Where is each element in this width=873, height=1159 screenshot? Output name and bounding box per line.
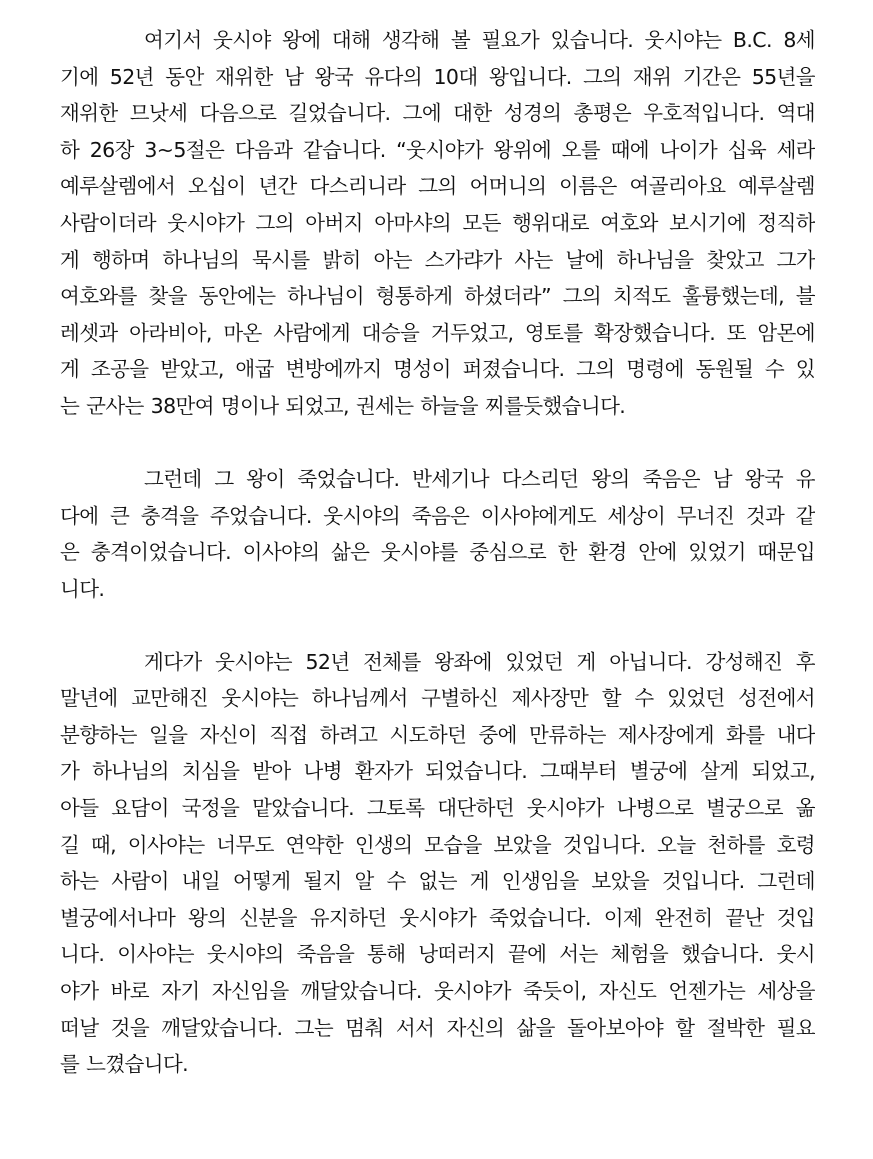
text-line: 별궁에서나마 왕의 신분을 유지하던 웃시야가 죽었습니다. 이제 완전히 끝난 것입	[60, 905, 815, 930]
text-line: 게 행하며 하나님의 묵시를 밝히 아는 스가랴가 사는 날에 하나님을 찾았고 그가	[60, 247, 815, 272]
text-line: 가 하나님의 치심을 받아 나병 환자가 되었습니다. 그때부터 별궁에 살게 되었고,	[60, 759, 815, 784]
text-line: 게다가 웃시야는 52년 전체를 왕좌에 있었던 게 아닙니다. 강성해진 후	[144, 649, 815, 674]
text-line: 사람이더라 웃시야가 그의 아버지 아마샤의 모든 행위대로 여호와 보시기에 정직하	[60, 210, 815, 235]
text-line: 떠날 것을 깨달았습니다. 그는 멈춰 서서 자신의 삶을 돌아보아야 할 절박한 필요	[60, 1015, 815, 1040]
paragraph-king-died	[60, 461, 815, 607]
text-line: 여기서 웃시야 왕에 대해 생각해 볼 필요가 있습니다. 웃시야는 B.C. 8세	[144, 28, 815, 52]
text-line: 레셋과 아라비아, 마온 사람에게 대승을 거두었고, 영토를 확장했습니다. 또 암몬에	[60, 320, 815, 345]
text-line: 그런데 그 왕이 죽었습니다. 반세기나 다스리던 왕의 죽음은 남 왕국 유	[144, 466, 815, 491]
text-line: 재위한 므낫세 다음으로 길었습니다. 그에 대한 성경의 총평은 우호적입니다. 역대	[60, 101, 815, 126]
paragraph-uzziah-reign	[60, 22, 815, 425]
text-line: 는 군사는 38만여 명이나 되었고, 권세는 하늘을 찌를듯했습니다.	[60, 393, 626, 418]
text-line: 야가 바로 자기 자신임을 깨달았습니다. 웃시야가 죽듯이, 자신도 언젠가는 세상을	[60, 979, 815, 1004]
text-line: 말년에 교만해진 웃시야는 하나님께서 구별하신 제사장만 할 수 있었던 성전에서	[60, 686, 815, 711]
text-line: 를 느꼈습니다.	[60, 1052, 189, 1077]
text-line: 니다. 이사야는 웃시야의 죽음을 통해 낭떠러지 끝에 서는 체험을 했습니다. 웃시	[60, 942, 815, 967]
paragraph-gap	[60, 425, 815, 461]
text-line: 하는 사람이 내일 어떻게 될지 알 수 없는 게 인생임을 보았을 것입니다. 그런데	[60, 869, 815, 894]
text-line: 길 때, 이사야는 너무도 연약한 인생의 모습을 보았을 것입니다. 오늘 천하를 호령	[60, 832, 815, 857]
text-line: 기에 52년 동안 재위한 남 왕국 유다의 10대 왕입니다. 그의 재위 기간은 55년을	[60, 64, 815, 89]
text-line: 니다.	[60, 576, 105, 601]
text-line: 여호와를 찾을 동안에는 하나님이 형통하게 하셨더라” 그의 치적도 훌륭했는데, 블	[60, 284, 815, 309]
paragraph-gap	[60, 607, 815, 643]
text-line: 아들 요담이 국정을 맡았습니다. 그토록 대단하던 웃시야가 나병으로 별궁으로 옮	[60, 796, 815, 821]
text-line: 다에 큰 충격을 주었습니다. 웃시야의 죽음은 이사야에게도 세상이 무너진 것과 같	[60, 503, 815, 528]
text-line: 하 26장 3~5절은 다음과 같습니다. “웃시야가 왕위에 오를 때에 나이가 십육 세라	[60, 137, 815, 162]
document-page	[60, 22, 815, 1083]
text-line: 분향하는 일을 자신이 직접 하려고 시도하던 중에 만류하는 제사장에게 화를 내다	[60, 722, 815, 747]
paragraph-leprosy	[60, 644, 815, 1083]
text-line: 은 충격이었습니다. 이사야의 삶은 웃시야를 중심으로 한 환경 안에 있었기 때문입	[60, 540, 815, 565]
text-line: 예루살렘에서 오십이 년간 다스리니라 그의 어머니의 이름은 여골리아요 예루살렘	[60, 174, 815, 199]
text-line: 게 조공을 받았고, 애굽 변방에까지 명성이 퍼졌습니다. 그의 명령에 동원될 수 있	[60, 357, 815, 382]
